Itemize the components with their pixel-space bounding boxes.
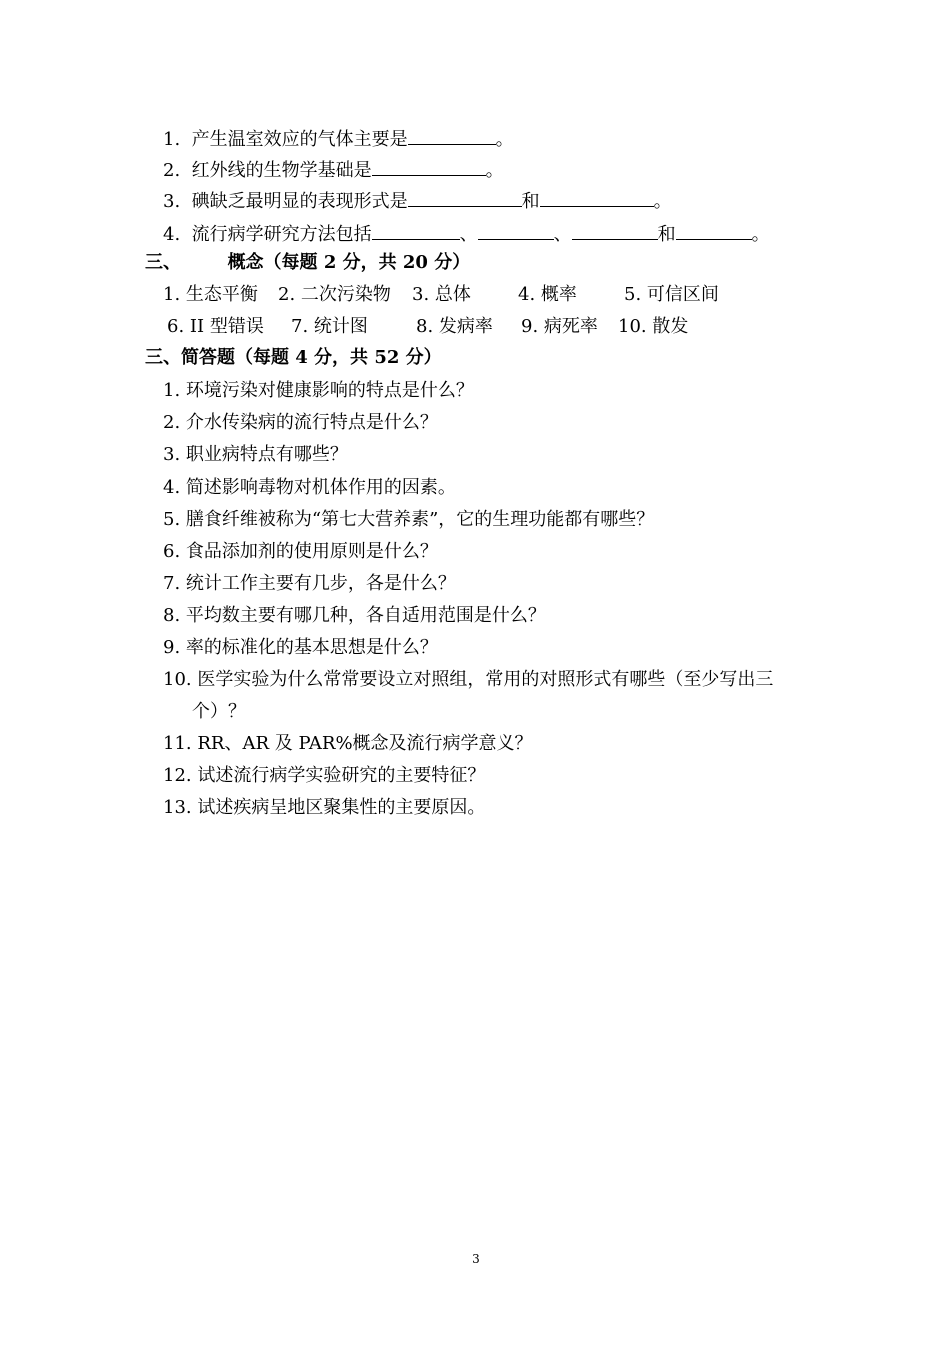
- separator: 、: [459, 224, 478, 245]
- question-number: 4.: [163, 224, 181, 245]
- short-question: 4. 简述影响毒物对机体作用的因素。: [163, 477, 456, 498]
- concept-item: 7. 统计图: [291, 316, 368, 337]
- answer-blank: [572, 220, 658, 240]
- concept-item: 3. 总体: [412, 284, 471, 305]
- short-question: 11. RR、AR 及 PAR%概念及流行病学意义？: [163, 733, 533, 754]
- fill-question-4: [163, 220, 770, 247]
- concept-item: 4. 概率: [518, 284, 577, 305]
- concept-item: 10. 散发: [618, 316, 689, 337]
- question-text: 产生温室效应的气体主要是: [191, 129, 408, 150]
- answer-blank: [478, 220, 554, 240]
- fill-question-1: [163, 125, 514, 152]
- short-question: 8. 平均数主要有哪几种，各自适用范围是什么？: [163, 605, 546, 626]
- concept-item: 2. 二次污染物: [278, 284, 391, 305]
- section-title: 概念（每题 2 分，共 20 分）: [227, 252, 471, 273]
- short-question: 13. 试述疾病呈地区聚集性的主要原因。: [163, 797, 486, 818]
- fill-question-2: [163, 156, 504, 183]
- short-question: 6. 食品添加剂的使用原则是什么？: [163, 541, 438, 562]
- section-number: 三、: [145, 252, 181, 273]
- question-end: 。: [653, 191, 672, 212]
- answer-blank: [408, 125, 496, 145]
- concept-item: 1. 生态平衡: [163, 284, 258, 305]
- section-heading-short-answer: 三、简答题（每题 4 分，共 52 分）: [145, 347, 442, 368]
- short-question: 3. 职业病特点有哪些？: [163, 444, 348, 465]
- answer-blank: [408, 187, 522, 207]
- short-question: 10. 医学实验为什么常常要设立对照组，常用的对照形式有哪些（至少写出三: [163, 669, 774, 690]
- short-question: 12. 试述流行病学实验研究的主要特征？: [163, 765, 486, 786]
- question-text: 红外线的生物学基础是: [191, 160, 372, 181]
- short-question: 9. 率的标准化的基本思想是什么？: [163, 637, 438, 658]
- question-text: 流行病学研究方法包括: [191, 224, 372, 245]
- short-question: 7. 统计工作主要有几步，各是什么？: [163, 573, 456, 594]
- answer-blank: [372, 220, 460, 240]
- section-heading-concepts: [145, 251, 470, 275]
- answer-blank: [540, 187, 654, 207]
- short-question: 5. 膳食纤维被称为“第七大营养素”，它的生理功能都有哪些？: [163, 509, 655, 530]
- question-text: 碘缺乏最明显的表现形式是: [191, 191, 408, 212]
- fill-question-3: [163, 187, 672, 214]
- question-end: 。: [751, 224, 770, 245]
- answer-blank: [372, 156, 486, 176]
- concept-item: 8. 发病率: [416, 316, 493, 337]
- conjunction: 和: [657, 224, 676, 245]
- question-number: 1.: [163, 129, 181, 150]
- short-question-continuation: 个）？: [192, 701, 246, 722]
- page-number: 3: [472, 1252, 480, 1266]
- concept-item: 9. 病死率: [521, 316, 598, 337]
- concept-item: 6. II 型错误: [167, 316, 264, 337]
- short-question: 1. 环境污染对健康影响的特点是什么？: [163, 380, 474, 401]
- answer-blank: [676, 220, 752, 240]
- question-number: 3.: [163, 191, 181, 212]
- question-end: 。: [495, 129, 514, 150]
- question-number: 2.: [163, 160, 181, 181]
- concept-item: 5. 可信区间: [624, 284, 719, 305]
- conjunction: 和: [521, 191, 540, 212]
- short-question: 2. 介水传染病的流行特点是什么？: [163, 412, 438, 433]
- question-end: 。: [485, 160, 504, 181]
- separator: 、: [553, 224, 572, 245]
